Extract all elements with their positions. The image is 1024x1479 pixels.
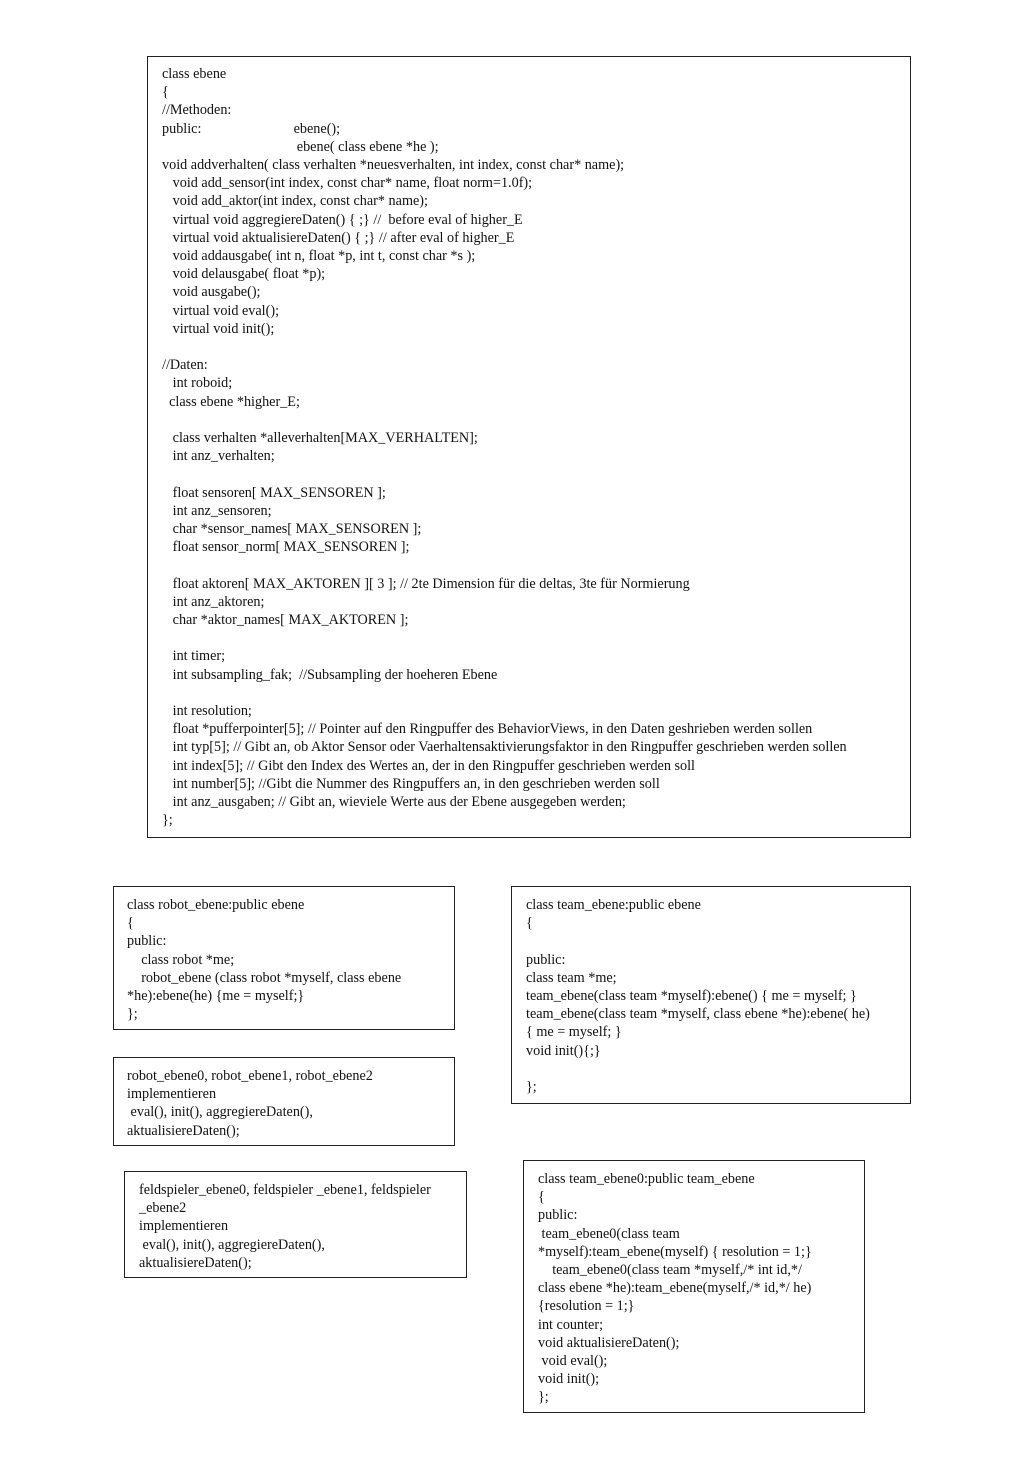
code-line: float sensor_norm[ MAX_SENSOREN ]; <box>162 539 410 556</box>
code-line: feldspieler_ebene0, feldspieler _ebene1, feldspieler <box>139 1182 431 1198</box>
code-line: implementieren <box>139 1218 229 1235</box>
team-ebene-code <box>526 896 910 1096</box>
code-line: class robot *me; <box>127 951 235 968</box>
code-line: class verhalten *alleverhalten[MAX_VERHALTEN]; <box>162 430 478 447</box>
code-line: eval(), init(), aggregiereDaten(), <box>139 1236 325 1253</box>
code-line <box>162 411 910 429</box>
robot-ebene-code <box>127 896 454 1023</box>
robot-ebene-class-box <box>113 886 455 1030</box>
code-line: public: ebene(); <box>162 120 341 137</box>
code-line: class team_ebene:public ebene <box>526 897 701 913</box>
code-line: int roboid; <box>162 375 233 392</box>
code-line: aktualisiereDaten(); <box>139 1254 252 1271</box>
code-line: void add_sensor(int index, const char* name, float norm=1.0f); <box>162 175 533 192</box>
code-line: void ausgabe(); <box>162 284 261 301</box>
code-line: int anz_verhalten; <box>162 448 275 465</box>
code-line: aktualisiereDaten(); <box>127 1122 240 1139</box>
code-line: int number[5]; //Gibt die Nummer des Ringpuffers an, in den geschrieben werden soll <box>162 775 660 792</box>
code-line: //Methoden: <box>162 102 232 119</box>
team-ebene0-code <box>538 1170 864 1407</box>
code-line: ebene( class ebene *he ); <box>162 138 439 155</box>
code-line: void addausgabe( int n, float *p, int t, const char *s ); <box>162 248 476 265</box>
code-line: { <box>127 915 134 932</box>
code-line: { <box>162 84 169 101</box>
code-line: public: <box>538 1207 578 1224</box>
code-line: { <box>526 915 533 932</box>
code-line: public: <box>526 951 566 968</box>
team-ebene0-class-box <box>523 1160 865 1413</box>
code-line: class team_ebene0:public team_ebene <box>538 1171 755 1187</box>
robot-implementations-text <box>127 1067 454 1140</box>
code-line: eval(), init(), aggregiereDaten(), <box>127 1104 313 1121</box>
code-line: virtual void eval(); <box>162 302 280 319</box>
code-line <box>526 932 910 950</box>
code-line <box>162 629 910 647</box>
code-line: robot_ebene0, robot_ebene1, robot_ebene2 <box>127 1068 373 1084</box>
code-line: //Daten: <box>162 357 208 374</box>
code-line: class ebene <box>162 66 227 82</box>
code-line: team_ebene0(class team <box>538 1225 680 1242</box>
code-line: int timer; <box>162 648 226 665</box>
code-line: char *sensor_names[ MAX_SENSOREN ]; <box>162 521 422 538</box>
code-line: int anz_aktoren; <box>162 593 265 610</box>
code-line: _ebene2 <box>139 1200 187 1217</box>
code-line: float aktoren[ MAX_AKTOREN ][ 3 ]; // 2te Dimension für die deltas, 3te für Normierung <box>162 575 690 592</box>
code-line: { <box>538 1189 545 1206</box>
code-line: class ebene *he):team_ebene(myself,/* id,*/ he) <box>538 1280 812 1297</box>
code-line: *he):ebene(he) {me = myself;} <box>127 988 305 1005</box>
robot-implementations-box <box>113 1057 455 1146</box>
code-line: virtual void init(); <box>162 320 275 337</box>
ebene-class-code <box>162 65 910 829</box>
code-line: implementieren <box>127 1086 217 1103</box>
code-line: }; <box>538 1389 549 1406</box>
code-line <box>526 1060 910 1078</box>
code-line: void init(); <box>538 1371 600 1388</box>
code-line: float sensoren[ MAX_SENSOREN ]; <box>162 484 386 501</box>
code-line: { me = myself; } <box>526 1024 622 1041</box>
team-ebene-class-box <box>511 886 911 1104</box>
code-line: {resolution = 1;} <box>538 1298 635 1315</box>
code-line: int index[5]; // Gibt den Index des Wertes an, der in den Ringpuffer geschrieben werden soll <box>162 757 695 774</box>
code-line: void init(){;} <box>526 1042 601 1059</box>
code-line: void aktualisiereDaten(); <box>538 1334 680 1351</box>
code-line: robot_ebene (class robot *myself, class ebene <box>127 969 402 986</box>
code-line: class ebene *higher_E; <box>162 393 300 410</box>
code-line: int anz_sensoren; <box>162 502 272 519</box>
code-line: int subsampling_fak; //Subsampling der hoeheren Ebene <box>162 666 498 683</box>
code-line: class team *me; <box>526 969 617 986</box>
code-line: int typ[5]; // Gibt an, ob Aktor Sensor oder Vaerhaltensaktivierungsfaktor in den Ringpuffer geschrieben werden sollen <box>162 739 847 756</box>
code-line: void eval(); <box>538 1353 608 1370</box>
code-line: public: <box>127 933 167 950</box>
code-line <box>162 465 910 483</box>
code-line: void addverhalten( class verhalten *neuesverhalten, int index, const char* name); <box>162 157 625 174</box>
code-line: }; <box>526 1079 537 1095</box>
code-line: virtual void aktualisiereDaten() { ;} // after eval of higher_E <box>162 229 515 246</box>
code-line: int resolution; <box>162 703 252 720</box>
feldspieler-implementations-text <box>139 1181 466 1272</box>
code-line: class robot_ebene:public ebene <box>127 897 305 913</box>
code-line <box>162 684 910 702</box>
code-line: }; <box>127 1006 138 1023</box>
feldspieler-implementations-box <box>124 1171 467 1278</box>
code-line: void add_aktor(int index, const char* name); <box>162 193 428 210</box>
code-line: team_ebene(class team *myself, class ebene *he):ebene( he) <box>526 1006 870 1023</box>
code-line: int counter; <box>538 1316 604 1333</box>
code-line: char *aktor_names[ MAX_AKTOREN ]; <box>162 612 409 629</box>
code-line: int anz_ausgaben; // Gibt an, wieviele Werte aus der Ebene ausgegeben werden; <box>162 794 626 811</box>
code-line: *myself):team_ebene(myself) { resolution = 1;} <box>538 1243 812 1260</box>
code-line <box>162 556 910 574</box>
code-line: virtual void aggregiereDaten() { ;} // before eval of higher_E <box>162 211 523 228</box>
code-line: team_ebene0(class team *myself,/* int id,*/ <box>538 1262 802 1279</box>
code-line: float *pufferpointer[5]; // Pointer auf den Ringpuffer des BehaviorViews, in den Daten geshrieben werden sollen <box>162 721 813 738</box>
ebene-class-box <box>147 56 911 838</box>
code-line: }; <box>162 812 173 829</box>
code-line <box>162 338 910 356</box>
code-line: team_ebene(class team *myself):ebene() { me = myself; } <box>526 988 857 1004</box>
code-line: void delausgabe( float *p); <box>162 266 326 283</box>
